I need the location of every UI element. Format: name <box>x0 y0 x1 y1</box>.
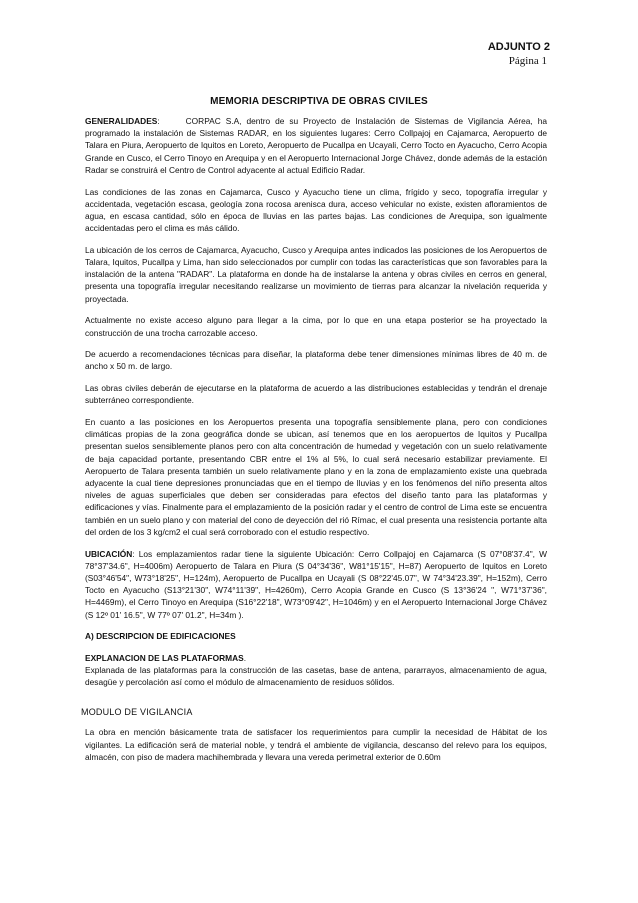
paragraph-platform-dimensions: De acuerdo a recomendaciones técnicas para diseñar, la plataforma debe tener dimensiones mínimas libres de 40 m. de ancho x 50 m. de largo. <box>85 349 547 372</box>
page-number: Página 1 <box>508 55 547 67</box>
explanacion-suffix: . <box>243 652 247 663</box>
paragraph-climate: Las condiciones de las zonas en Cajamarca, Cusco y Ayacucho tiene un clima, frígido y seco, topografía irregular y accidentada, vegetación escasa, geología zona rocosa arenisca dura, acceso vehicular no existe, existen afloramientos de agua, en escasa cantidad, sólo en época de lluvias en las partes bajas. Las condiciones de Arequipa, son igualmente accidentadas pero el clima es más cálido. <box>85 186 547 234</box>
explanacion-paragraph <box>85 652 547 689</box>
paragraph-drainage: Las obras civiles deberán de ejecutarse en la plataforma de acuerdo a las distribuciones establecidas y tendrán el drenaje subterráneo correspondiente. <box>85 383 547 406</box>
ubicacion-paragraph <box>85 548 547 621</box>
document-title: MEMORIA DESCRIPTIVA DE OBRAS CIVILES <box>210 96 428 107</box>
generalidades-label: GENERALIDADES <box>85 116 158 126</box>
paragraph-access: Actualmente no existe acceso alguno para llegar a la cima, por lo que en una etapa posterior se ha proyectado la construcción de una trocha carrozable acceso. <box>85 315 547 338</box>
document-body <box>81 115 547 772</box>
ubicacion-text: : Los emplazamientos radar tiene la siguiente Ubicación: Cerro Collpajoj en Cajamarca (S 07°08'37.4", W 78°37'34.6", H=4006m) Aeropuerto de Talara en Piura (S 04°34'36", W81°15'15", H=87) Aeropuerto de Iquitos en Loreto (S03°46'54", W73°18'25", H=124m), Aeropuerto de Pucallpa en Ucayali (S 08°22'45.07", W 74°34'23.39", H=152m), Cerro Tocto en Ayacucho (S13°21'30", W74°11'39", H=4260m), Cerro Acopia Grande en Cusco (S 13°36'24 ", W71°37'36", H=4469m), el Cerro Tinoyo en Arequipa (S16°22'18", W73°09'42", H=1046m) y en el Aeropuerto Internacional Jorge Chávez (S 12º 01' 16.5", W 77º 07' 01.2", H=34m ). <box>85 548 547 620</box>
paragraph-location-selection: La ubicación de los cerros de Cajamarca, Ayacucho, Cusco y Arequipa antes indicados las posiciones de los Aeropuertos de Talara, Iquitos, Pucallpa y Lima, han sido seleccionados por cumplir con todas las características que son favorables para la instalación de la antena "RADAR". La plataforma en donde ha de instalarse la antena y obras civiles en cerros en general, presenta una topografía irregular necesitando realizarse un movimiento de tierras para alcanzar la nivelación requerida y proyectada. <box>85 244 547 304</box>
attachment-label: ADJUNTO 2 <box>487 41 550 53</box>
generalidades-paragraph: GENERALIDADES: CORPAC S.A, dentro de su Proyecto de Instalación de Sistemas de Vigilancia Aérea, ha programado la instalación de Sistemas RADAR, en los siguientes lugares: Cerro Collpajoj en Cajamarca, Aeropuerto de Talara en Piura, Aeropuerto de Iquitos en Loreto, Aeropuerto de Pucallpa en Ucayali, Cerro Tocto en Ayacucho, Cerro Acopia Grande en Cusco, el Cerro Tinoyo en Arequipa y en el Aeropuerto Internacional Jorge Chávez, donde además de la estación Radar se construirá el Centro de Control adyacente al actual Edificio Radar. <box>85 116 547 175</box>
paragraph-airports: En cuanto a las posiciones en los Aeropuertos presenta una topografía sensiblemente plana, pero con condiciones climáticas propias de la zona geográfica donde se ubican, así tenemos que en los aeropuertos de Iquitos y Pucallpa presentan suelos sensiblemente planos pero con alta concentración de humedad y vegetación con un suelo relativamente de baja capacidad portante, presentando CBR entre el 1% al 5%, lo cual será necesario estabilizar previamente. El Aeropuerto de Talara presenta también un suelo relativamente plano y en la zona de emplazamiento existe una quebrada adyacente la cual tiene depresiones pronunciadas que en el tiempo de lluvias y en los fenómenos del niño presenta altos niveles de aguas superficiales que deben ser consideradas para efectos del diseño tanto para las plataformas y edificaciones y vías. Finalmente para el emplazamiento de la posición radar y el centro de control de Lima este se encuentra también en un suelo plano y con material del cono de deyección del rió Rímac, el cual presenta una resistencia portante alta del orden de los 3 kg/cm2 el cual será corroborado con el estudio respectivo. <box>85 417 547 537</box>
explanacion-text: Explanada de las plataformas para la construcción de las casetas, base de antena, pararrayos, almacenamiento de agua, desagüe y percolación así como el módulo de almacenamiento de residuos sólidos. <box>85 664 547 687</box>
page-header <box>488 40 550 68</box>
explanacion-label: EXPLANACION DE LAS PLATAFORMAS <box>85 652 244 663</box>
ubicacion-label: UBICACIÓN <box>85 548 133 559</box>
section-a-heading: A) DESCRIPCION DE EDIFICACIONES <box>85 631 236 642</box>
generalidades-text: CORPAC S.A, dentro de su Proyecto de Instalación de Sistemas de Vigilancia Aérea, ha programado la instalación de Sistemas RADAR, en los siguientes lugares: Cerro Collpajoj en Cajamarca, Aeropuerto de Talara en Piura, Aeropuerto de Iquitos en Loreto, Aeropuerto de Pucallpa en Ucayali, Cerro Tocto en Ayacucho, Cerro Acopia Grande en Cusco, el Cerro Tinoyo en Arequipa y en el Aeropuerto Internacional Jorge Chávez, donde además de la estación Radar se construirá el Centro de Control adyacente al actual Edificio Radar. <box>85 116 547 175</box>
modulo-heading: MODULO DE VIGILANCIA <box>81 707 193 718</box>
modulo-paragraph: La obra en mención básicamente trata de satisfacer los requerimientos para cumplir la necesidad de Hábitat de los vigilantes. La edificación será de material noble, y tendrá el ambiente de vigilancia, descanso del relevo para los equipos, almacén, con piso de madera machihembrada y llevara una vereda perimetral exterior de 0.60m <box>85 727 547 762</box>
